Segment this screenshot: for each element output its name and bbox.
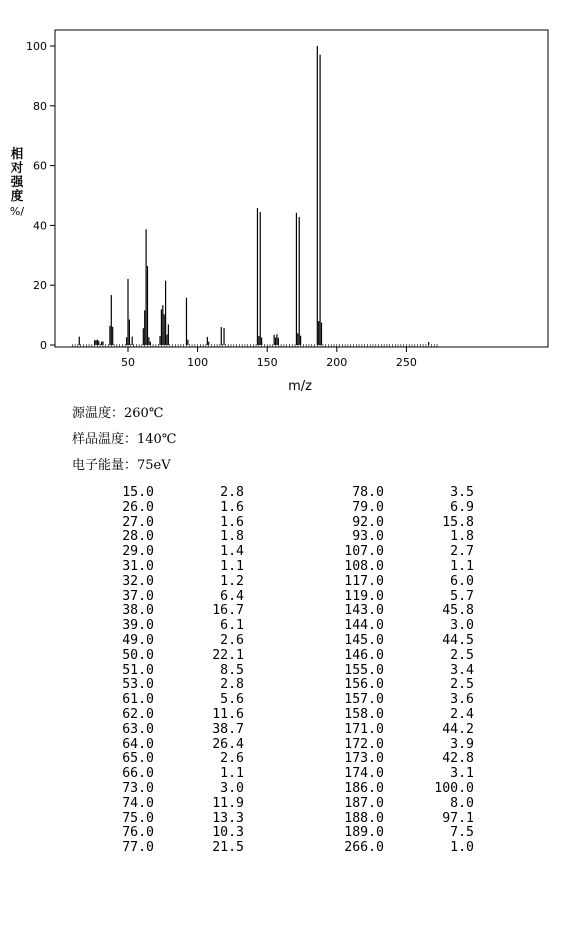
intensity-cell: 1.1 <box>220 558 244 574</box>
intensity-cell: 8.5 <box>220 662 244 678</box>
intensity-cell: 11.9 <box>212 795 244 811</box>
mz-cell: 76.0 <box>122 825 154 841</box>
table-row <box>0 545 570 560</box>
intensity-cell: 6.1 <box>220 618 244 634</box>
x-tick-label: 100 <box>187 356 209 369</box>
intensity-cell: 44.2 <box>442 721 474 737</box>
electron-energy: 电子能量：75eV <box>72 458 171 473</box>
source-temperature: 源温度：260℃ <box>72 406 164 421</box>
intensity-cell: 38.7 <box>212 721 244 737</box>
mz-cell: 32.0 <box>122 573 154 589</box>
intensity-cell: 5.7 <box>450 588 474 604</box>
intensity-cell: 1.8 <box>220 529 244 545</box>
mz-cell: 93.0 <box>352 529 384 545</box>
intensity-cell: 26.4 <box>212 736 244 752</box>
intensity-cell: 5.6 <box>220 692 244 708</box>
y-tick-label: 0 <box>40 339 47 352</box>
intensity-cell: 21.5 <box>212 840 244 856</box>
mz-cell: 146.0 <box>344 647 384 663</box>
table-row <box>0 841 570 856</box>
table-row <box>0 738 570 753</box>
intensity-cell: 8.0 <box>450 795 474 811</box>
mz-cell: 172.0 <box>344 736 384 752</box>
mz-cell: 186.0 <box>344 780 384 796</box>
mz-cell: 144.0 <box>344 618 384 634</box>
intensity-cell: 2.6 <box>220 632 244 648</box>
intensity-cell: 3.1 <box>450 766 474 782</box>
table-row <box>0 664 570 679</box>
x-tick-label: 200 <box>326 356 348 369</box>
table-row <box>0 678 570 693</box>
table-row <box>0 752 570 767</box>
table-row <box>0 812 570 827</box>
table-row <box>0 530 570 545</box>
peak-table <box>0 486 570 856</box>
mz-cell: 117.0 <box>344 573 384 589</box>
table-row <box>0 649 570 664</box>
intensity-cell: 2.5 <box>450 677 474 693</box>
mz-cell: 188.0 <box>344 810 384 826</box>
mz-cell: 31.0 <box>122 558 154 574</box>
mz-cell: 26.0 <box>122 499 154 515</box>
table-row <box>0 604 570 619</box>
intensity-cell: 3.4 <box>450 662 474 678</box>
mz-cell: 37.0 <box>122 588 154 604</box>
mz-cell: 155.0 <box>344 662 384 678</box>
intensity-cell: 2.8 <box>220 677 244 693</box>
mz-cell: 73.0 <box>122 780 154 796</box>
intensity-cell: 22.1 <box>212 647 244 663</box>
mz-cell: 158.0 <box>344 706 384 722</box>
mz-cell: 51.0 <box>122 662 154 678</box>
mz-cell: 157.0 <box>344 692 384 708</box>
mz-cell: 143.0 <box>344 603 384 619</box>
table-row <box>0 634 570 649</box>
mz-cell: 50.0 <box>122 647 154 663</box>
mz-cell: 171.0 <box>344 721 384 737</box>
y-tick-label: 100 <box>26 40 47 53</box>
mz-cell: 78.0 <box>352 485 384 500</box>
table-row <box>0 575 570 590</box>
intensity-cell: 1.6 <box>220 499 244 515</box>
intensity-cell: 2.7 <box>450 544 474 560</box>
intensity-cell: 3.6 <box>450 692 474 708</box>
intensity-cell: 97.1 <box>442 810 474 826</box>
intensity-cell: 44.5 <box>442 632 474 648</box>
mz-cell: 77.0 <box>122 840 154 856</box>
intensity-cell: 42.8 <box>442 751 474 767</box>
intensity-cell: 2.5 <box>450 647 474 663</box>
mz-cell: 65.0 <box>122 751 154 767</box>
intensity-cell: 1.8 <box>450 529 474 545</box>
mz-cell: 61.0 <box>122 692 154 708</box>
mz-cell: 75.0 <box>122 810 154 826</box>
intensity-cell: 15.8 <box>442 514 474 530</box>
intensity-cell: 6.4 <box>220 588 244 604</box>
table-row <box>0 782 570 797</box>
mz-cell: 64.0 <box>122 736 154 752</box>
table-row <box>0 501 570 516</box>
intensity-cell: 1.4 <box>220 544 244 560</box>
mz-cell: 53.0 <box>122 677 154 693</box>
intensity-cell: 2.8 <box>220 485 244 500</box>
intensity-cell: 1.1 <box>220 766 244 782</box>
intensity-cell: 10.3 <box>212 825 244 841</box>
mz-cell: 108.0 <box>344 558 384 574</box>
intensity-cell: 3.9 <box>450 736 474 752</box>
intensity-cell: 45.8 <box>442 603 474 619</box>
x-tick-label: 250 <box>395 356 417 369</box>
intensity-cell: 3.5 <box>450 485 474 500</box>
mz-cell: 74.0 <box>122 795 154 811</box>
mz-cell: 63.0 <box>122 721 154 737</box>
intensity-cell: 6.9 <box>450 499 474 515</box>
table-row <box>0 767 570 782</box>
table-row <box>0 693 570 708</box>
intensity-cell: 2.6 <box>220 751 244 767</box>
table-row <box>0 797 570 812</box>
y-axis <box>26 40 55 352</box>
intensity-cell: 11.6 <box>212 706 244 722</box>
mz-cell: 66.0 <box>122 766 154 782</box>
mz-cell: 266.0 <box>344 840 384 856</box>
sample-temperature: 样品温度：140℃ <box>72 432 177 447</box>
table-row <box>0 516 570 531</box>
y-tick-label: 20 <box>33 279 47 293</box>
y-axis-label: 相对强度%/ <box>9 146 25 218</box>
intensity-cell: 1.6 <box>220 514 244 530</box>
mz-cell: 29.0 <box>122 544 154 560</box>
y-tick-label: 60 <box>33 159 47 173</box>
table-row <box>0 826 570 841</box>
table-row <box>0 560 570 575</box>
intensity-cell: 1.1 <box>450 558 474 574</box>
y-tick-label: 40 <box>33 219 47 233</box>
mass-spectrum-chart <box>0 0 570 400</box>
intensity-cell: 3.0 <box>220 780 244 796</box>
peak-bars <box>79 46 428 345</box>
table-row <box>0 723 570 738</box>
mz-cell: 145.0 <box>344 632 384 648</box>
mz-cell: 107.0 <box>344 544 384 560</box>
intensity-cell: 1.2 <box>220 573 244 589</box>
mz-cell: 49.0 <box>122 632 154 648</box>
intensity-cell: 1.0 <box>450 840 474 856</box>
mz-cell: 79.0 <box>352 499 384 515</box>
mz-cell: 187.0 <box>344 795 384 811</box>
mz-cell: 15.0 <box>122 485 154 500</box>
mz-cell: 28.0 <box>122 529 154 545</box>
mz-cell: 38.0 <box>122 603 154 619</box>
intensity-cell: 13.3 <box>212 810 244 826</box>
x-axis <box>121 347 417 369</box>
table-row <box>0 619 570 634</box>
mz-cell: 92.0 <box>352 514 384 530</box>
intensity-cell: 6.0 <box>450 573 474 589</box>
table-row <box>0 590 570 605</box>
intensity-cell: 7.5 <box>450 825 474 841</box>
table-row <box>0 708 570 723</box>
x-tick-label: 150 <box>256 356 278 369</box>
y-tick-label: 80 <box>33 99 47 113</box>
x-tick-label: 50 <box>121 356 135 369</box>
table-row <box>0 486 570 501</box>
intensity-cell: 16.7 <box>212 603 244 619</box>
plot-frame <box>55 30 548 347</box>
mz-cell: 27.0 <box>122 514 154 530</box>
mz-cell: 119.0 <box>344 588 384 604</box>
mz-cell: 174.0 <box>344 766 384 782</box>
mz-cell: 39.0 <box>122 618 154 634</box>
intensity-cell: 3.0 <box>450 618 474 634</box>
mz-cell: 189.0 <box>344 825 384 841</box>
intensity-cell: 2.4 <box>450 706 474 722</box>
mz-cell: 62.0 <box>122 706 154 722</box>
mz-cell: 156.0 <box>344 677 384 693</box>
mz-cell: 173.0 <box>344 751 384 767</box>
intensity-cell: 100.0 <box>434 780 474 796</box>
x-axis-label: m/z <box>288 379 312 394</box>
